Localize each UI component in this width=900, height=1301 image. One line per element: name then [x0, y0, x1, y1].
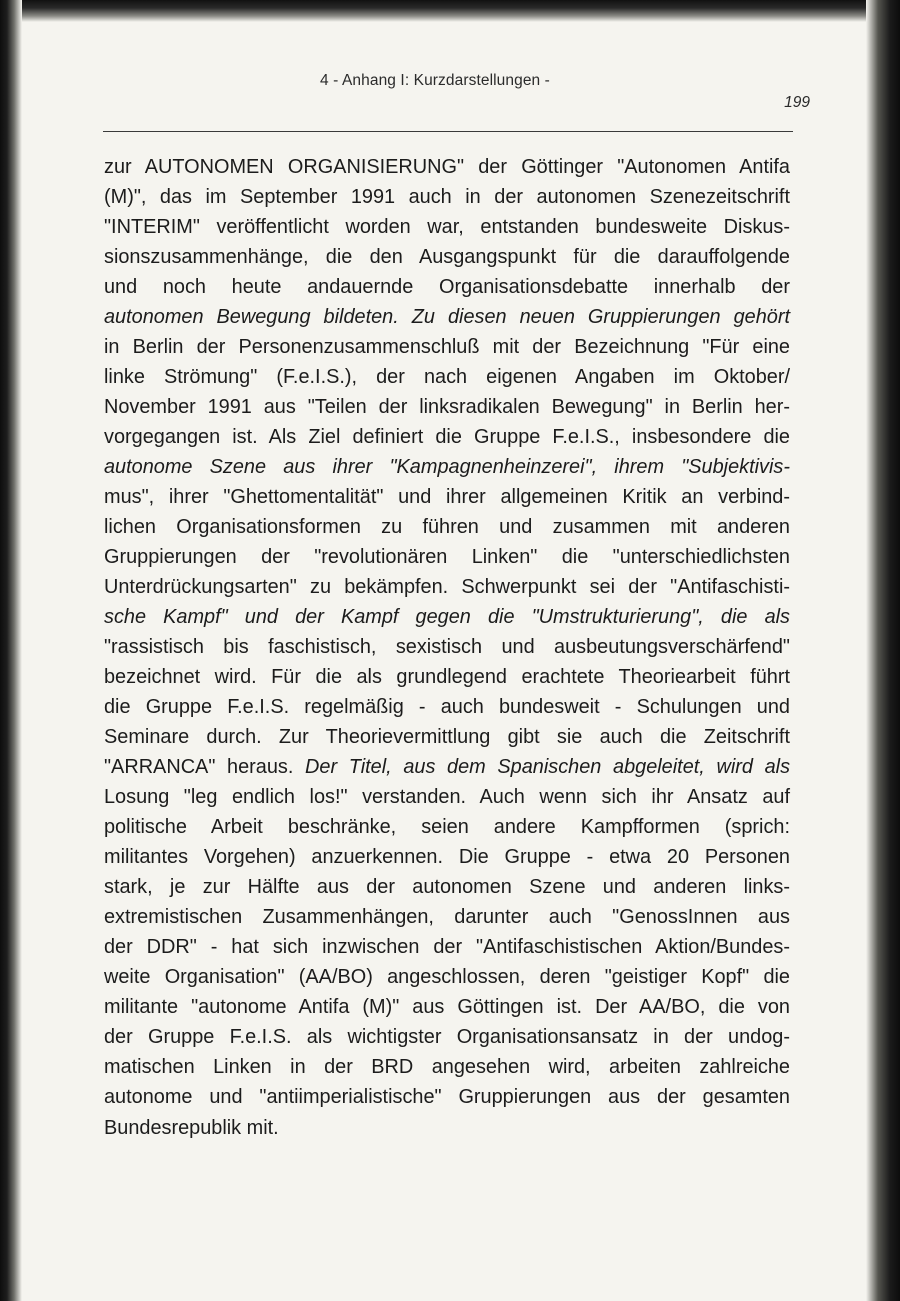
body-paragraph [104, 152, 790, 1143]
text-run: weite Organisation" (AA/BO) angeschlossen, deren "geistiger Kopf" die [104, 966, 790, 989]
text-run: matischen Linken in der BRD angesehen wird, arbeiten zahlreiche [104, 1056, 790, 1079]
text-run: Losung "leg endlich los!" verstanden. Auch wenn sich ihr Ansatz auf [104, 786, 790, 809]
text-line [104, 242, 790, 272]
text-line [104, 212, 790, 242]
page-number: 199 [784, 94, 810, 111]
text-line [104, 932, 790, 962]
text-run: "ARRANCA" heraus. [104, 756, 306, 779]
text-run: der Gruppe F.e.I.S. als wichtigster Organisationsansatz in der undog- [104, 1026, 790, 1049]
text-line [104, 722, 790, 752]
text-run: Der Titel, aus dem Spanischen abgeleitet, wird als [305, 756, 791, 779]
scan-edge-left [0, 0, 22, 1301]
text-run: zur AUTONOMEN ORGANISIERUNG" der Göttinger "Autonomen Antifa [104, 156, 790, 178]
text-line [104, 182, 790, 212]
text-line [104, 992, 790, 1022]
text-line [104, 812, 790, 842]
text-run: extremistischen Zusammenhängen, darunter auch "GenossInnen aus [104, 906, 790, 929]
text-run: autonome Szene aus ihrer "Kampagnenheinzerei", ihrem "Subjektivis- [104, 456, 790, 479]
text-line [104, 572, 790, 602]
text-line [104, 1022, 790, 1052]
text-line [104, 842, 790, 872]
text-run: in Berlin der Personenzusammenschluß mit der Bezeichnung "Für eine [104, 336, 790, 359]
scan-edge-top [0, 0, 900, 22]
text-line [104, 152, 790, 182]
text-line [104, 902, 790, 932]
text-line [104, 1052, 790, 1082]
text-run: vorgegangen ist. Als Ziel definiert die Gruppe F.e.I.S., insbesondere die [104, 426, 790, 449]
text-run: und noch heute andauernde Organisationsdebatte innerhalb der [104, 276, 790, 299]
text-run: bezeichnet wird. Für die als grundlegend erachtete Theoriearbeit führt [104, 666, 790, 689]
text-line [104, 692, 790, 722]
text-line [104, 632, 790, 662]
text-run: (M)", das im September 1991 auch in der autonomen Szenezeitschrift [104, 186, 790, 209]
text-run: Bundesrepublik mit. [104, 1116, 279, 1139]
text-run: stark, je zur Hälfte aus der autonomen Szene und anderen links- [104, 876, 790, 899]
text-line [104, 272, 790, 302]
text-line [104, 662, 790, 692]
text-run: mus", ihrer "Ghettomentalität" und ihrer allgemeinen Kritik an verbind- [104, 486, 790, 509]
text-line [104, 482, 790, 512]
text-run: Seminare durch. Zur Theorievermittlung gibt sie auch die Zeitschrift [104, 726, 790, 749]
text-line [104, 452, 790, 482]
text-line [104, 782, 790, 812]
text-run: "INTERIM" veröffentlicht worden war, entstanden bundesweite Diskus- [104, 216, 790, 239]
text-line [104, 542, 790, 572]
text-run: November 1991 aus "Teilen der linksradikalen Bewegung" in Berlin her- [104, 396, 790, 419]
text-run: lichen Organisationsformen zu führen und zusammen mit anderen [104, 516, 790, 539]
text-run: Unterdrückungsarten" zu bekämpfen. Schwerpunkt sei der "Antifaschisti- [104, 576, 790, 599]
running-head: 4 - Anhang I: Kurzdarstellungen - [320, 72, 550, 89]
page-header [60, 72, 810, 112]
text-line [104, 302, 790, 332]
header-rule [103, 131, 793, 132]
text-run: die Gruppe F.e.I.S. regelmäßig - auch bundesweit - Schulungen und [104, 696, 790, 719]
text-line [104, 1113, 790, 1143]
text-run: militantes Vorgehen) anzuerkennen. Die Gruppe - etwa 20 Personen [104, 846, 790, 869]
text-line [104, 422, 790, 452]
text-line [104, 602, 790, 632]
scan-edge-right [866, 0, 900, 1301]
text-line [104, 362, 790, 392]
text-run: politische Arbeit beschränke, seien andere Kampfformen (sprich: [104, 816, 790, 839]
text-line [104, 512, 790, 542]
text-line [104, 1082, 790, 1112]
text-line [104, 332, 790, 362]
text-run: sche Kampf" und der Kampf gegen die "Umstrukturierung", die als [104, 606, 790, 629]
text-line [104, 392, 790, 422]
text-run: sionszusammenhänge, die den Ausgangspunkt für die darauffolgende [104, 246, 790, 269]
text-line [104, 962, 790, 992]
text-run: militante "autonome Antifa (M)" aus Göttingen ist. Der AA/BO, die von [104, 996, 790, 1019]
text-run: der DDR" - hat sich inzwischen der "Antifaschistischen Aktion/Bundes- [104, 936, 790, 959]
text-run: autonome und "antiimperialistische" Gruppierungen aus der gesamten [104, 1086, 790, 1109]
text-line [104, 872, 790, 902]
text-run: autonomen Bewegung bildeten. Zu diesen neuen Gruppierungen gehört [104, 306, 790, 329]
text-line [104, 752, 790, 782]
text-run: "rassistisch bis faschistisch, sexistisch und ausbeutungsverschärfend" [104, 636, 790, 659]
text-run: Gruppierungen der "revolutionären Linken" die "unterschiedlichsten [104, 546, 790, 569]
text-run: linke Strömung" (F.e.I.S.), der nach eigenen Angaben im Oktober/ [104, 366, 790, 389]
